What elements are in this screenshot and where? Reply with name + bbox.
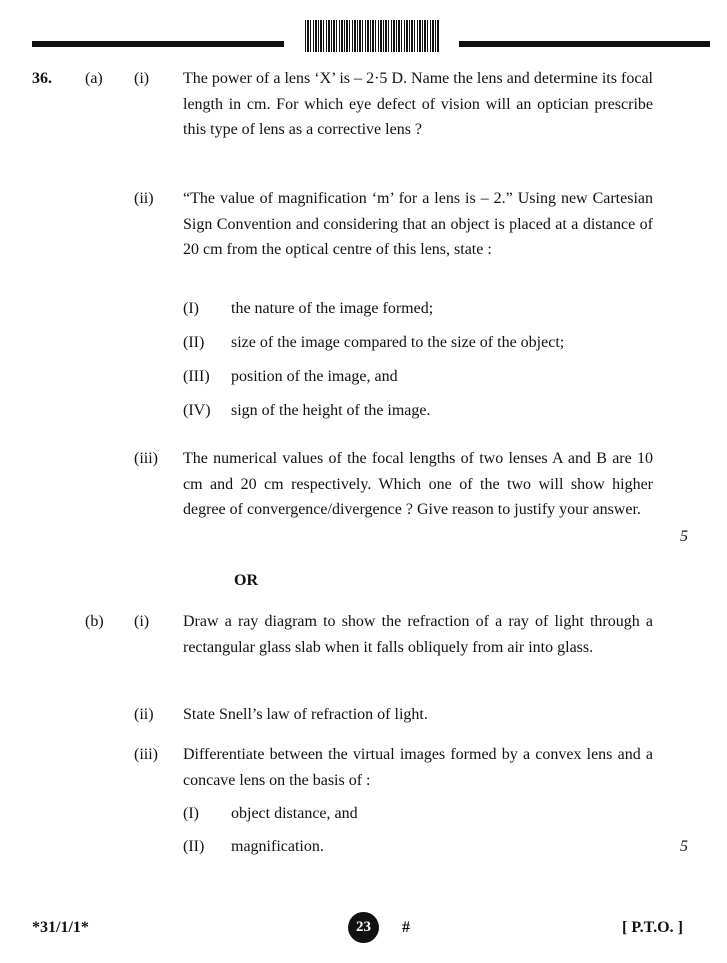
a-i-label: (i) — [134, 70, 150, 87]
hash-mark: # — [402, 919, 410, 936]
b-iii-sub-text: magnification. — [231, 838, 324, 855]
b-ii-text: State Snell’s law of refraction of light. — [183, 706, 428, 723]
header-rule-left — [32, 41, 284, 47]
a-ii-sub-text: position of the image, and — [231, 368, 398, 385]
b-iii-sub-label: (II) — [183, 838, 205, 855]
a-ii-text: “The value of magnification ‘m’ for a lens is – 2.” Using new Cartesian Sign Convention and considering that an object is placed at a distance of 20 cm from the optical centre of this lens, state : — [183, 190, 653, 258]
a-ii-sub-text: sign of the height of the image. — [231, 402, 431, 419]
or-separator: OR — [234, 572, 258, 589]
a-ii-sub-text: the nature of the image formed; — [231, 300, 434, 317]
paper-code: *31/1/1* — [32, 919, 89, 936]
a-i-text: The power of a lens ‘X’ is – 2·5 D. Name the lens and determine its focal length in cm. For which eye defect of vision will an optician prescribe this type of lens as a corrective lens ? — [183, 70, 653, 138]
barcode-image — [305, 20, 439, 52]
a-ii-sub-text: size of the image compared to the size of the object; — [231, 334, 565, 351]
b-ii-label: (ii) — [134, 706, 154, 723]
question-number: 36. — [32, 70, 52, 87]
a-iii-text: The numerical values of the focal lengths of two lenses A and B are 10 cm and 20 cm respectively. Which one of the two will show higher degree of convergence/divergence ? Give reason to justify your answer. — [183, 450, 653, 518]
b-iii-label: (iii) — [134, 746, 158, 763]
pto-label: [ P.T.O. ] — [622, 919, 683, 936]
part-b-label: (b) — [85, 613, 104, 630]
a-ii-sub-label: (IV) — [183, 402, 211, 419]
a-ii-sub-label: (I) — [183, 300, 199, 317]
b-iii-text: Differentiate between the virtual images formed by a convex lens and a concave lens on the basis of : — [183, 746, 653, 789]
a-ii-sub-label: (III) — [183, 368, 210, 385]
part-a-label: (a) — [85, 70, 103, 87]
b-i-text: Draw a ray diagram to show the refraction of a ray of light through a rectangular glass slab when it falls obliquely from air into glass. — [183, 613, 653, 656]
b-marks: 5 — [680, 838, 688, 855]
b-i-label: (i) — [134, 613, 150, 630]
b-iii-sub-text: object distance, and — [231, 805, 358, 822]
header-rule-right — [459, 41, 710, 47]
a-ii-sub-label: (II) — [183, 334, 205, 351]
a-marks: 5 — [680, 528, 688, 545]
page-number: 23 — [348, 912, 379, 943]
a-ii-label: (ii) — [134, 190, 154, 207]
a-iii-label: (iii) — [134, 450, 158, 467]
b-iii-sub-label: (I) — [183, 805, 199, 822]
